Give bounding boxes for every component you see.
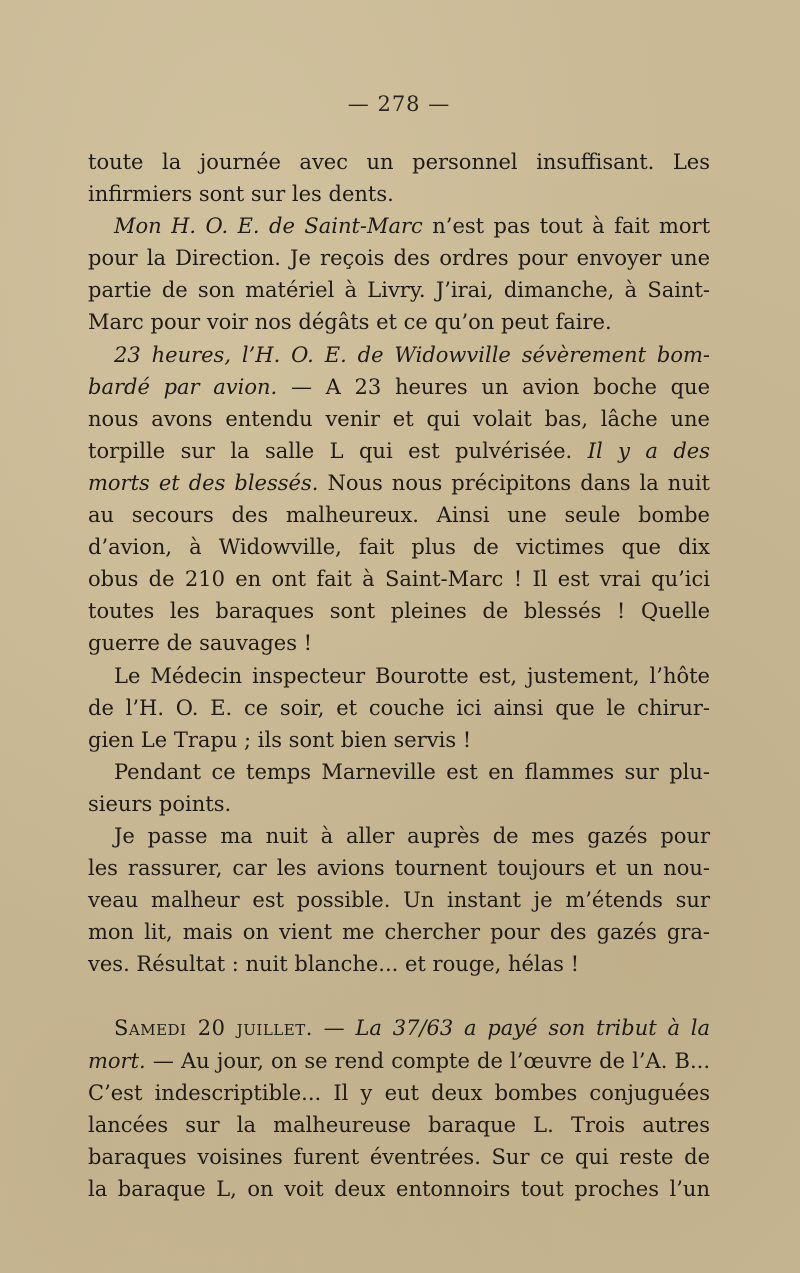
text-line: C’est indescriptible... Il y eut deux bombes conjuguées	[88, 1080, 710, 1105]
text-line: obus de 210 en ont fait à Saint-Marc ! Il est vrai qu’ici	[88, 567, 710, 592]
text-line: au secours des malheureux. Ainsi une seule bombe	[88, 503, 710, 528]
text-line: Je passe ma nuit à aller auprès de mes gazés pour	[114, 823, 710, 848]
text-line: infirmiers sont sur les dents.	[88, 182, 394, 207]
text-line: toute la journée avec un personnel insuffisant. Les	[88, 150, 710, 174]
book-page	[88, 0, 710, 1273]
text-line: morts et des blessés. Nous nous précipitons dans la nuit	[88, 470, 710, 495]
text-line: de l’H. O. E. ce soir, et couche ici ainsi que le chirur-	[88, 695, 710, 720]
body-text	[88, 146, 710, 1205]
text-line: ves. Résultat : nuit blanche... et rouge, hélas !	[88, 952, 580, 977]
text-line: veau malheur est possible. Un instant je m’étends sur	[88, 888, 710, 913]
text-line: lancées sur la malheureuse baraque L. Trois autres	[88, 1112, 710, 1137]
text-line: toutes les baraques sont pleines de blessés ! Quelle	[88, 599, 710, 624]
text-line: la baraque L, on voit deux entonnoirs tout proches l’un	[88, 1176, 710, 1201]
text-line: Pendant ce temps Marneville est en flammes sur plu-	[114, 759, 710, 784]
text-line: pour la Direction. Je reçois des ordres pour envoyer une	[88, 246, 710, 271]
paragraph-gap	[88, 980, 710, 1012]
text-line: baraques voisines furent éventrées. Sur ce qui reste de	[88, 1144, 710, 1169]
text-line: bardé par avion. — A 23 heures un avion boche que	[88, 374, 710, 399]
text-line: sieurs points.	[88, 791, 232, 816]
text-line: d’avion, à Widowville, fait plus de victimes que dix	[88, 535, 710, 560]
text-line: Samedi 20 juillet. — La 37/63 a payé son tribut à la	[114, 1016, 710, 1041]
text-line: partie de son matériel à Livry. J’irai, dimanche, à Saint-	[88, 278, 710, 303]
text-line: nous avons entendu venir et qui volait bas, lâche une	[88, 406, 710, 431]
text-line: torpille sur la salle L qui est pulvérisée. Il y a des	[88, 438, 710, 463]
text-line: 23 heures, l’H. O. E. de Widowville sévèrement bom-	[114, 342, 710, 367]
text-line: mon lit, mais on vient me chercher pour des gazés gra-	[88, 920, 710, 945]
text-line: les rassurer, car les avions tournent toujours et un nou-	[88, 856, 710, 881]
text-line: mort. — Au jour, on se rend compte de l’œuvre de l’A. B...	[88, 1048, 710, 1073]
text-line: Le Médecin inspecteur Bourotte est, justement, l’hôte	[114, 663, 710, 688]
text-line: Mon H. O. E. de Saint-Marc n’est pas tout à fait mort	[114, 214, 711, 239]
text-line: Marc pour voir nos dégâts et ce qu’on peut faire.	[88, 310, 612, 335]
text-line: guerre de sauvages !	[88, 631, 313, 656]
page-number: — 278 —	[347, 92, 451, 116]
text-line: gien Le Trapu ; ils sont bien servis !	[88, 727, 472, 752]
